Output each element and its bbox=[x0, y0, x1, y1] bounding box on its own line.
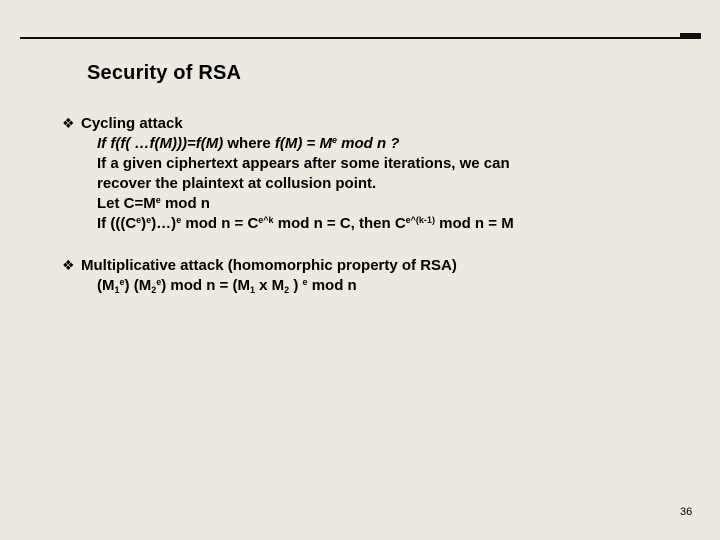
cycling-line-5: If $(((Ce)^e)\dots)^e$ mod $n = C^{e\^{}k}$ mod n = C, then $C^{e\^{}(k-1)}$ mod n = M bbox=[97, 215, 514, 232]
slide-title: Security of RSA bbox=[87, 62, 242, 84]
top-rule bbox=[20, 37, 701, 39]
multiplicative-attack-heading: Multiplicative attack (homomorphic property of RSA) bbox=[81, 257, 457, 274]
top-rule-accent bbox=[680, 33, 701, 37]
cycling-attack-section bbox=[62, 113, 682, 234]
diamond-bullet-icon: ❖ bbox=[62, 257, 75, 273]
cycling-attack-heading: Cycling attack bbox=[81, 115, 183, 132]
cycling-line-3: recover the plaintext at collusion point. bbox=[97, 175, 377, 192]
cycling-line-1: If f(f( …f(M)))=f(M) where $f(M) = M^e$ mod n ? bbox=[97, 135, 400, 152]
slide-content bbox=[62, 113, 682, 317]
bullet-cycling-attack bbox=[62, 113, 682, 134]
multiplicative-line-1: $(M_1^e)$ $(M_2^e)$ mod $n = (M_1$ x $M_2$ ) $^e$ mod n bbox=[97, 277, 357, 295]
diamond-bullet-icon: ❖ bbox=[62, 115, 75, 131]
bullet-multiplicative-attack bbox=[62, 255, 682, 276]
multiplicative-attack-section bbox=[62, 255, 682, 296]
page-number: 36 bbox=[680, 506, 693, 518]
cycling-line-2: If a given ciphertext appears after some iterations, we can bbox=[97, 155, 510, 172]
cycling-line-4: Let $C=M^e$ mod n bbox=[97, 195, 210, 212]
